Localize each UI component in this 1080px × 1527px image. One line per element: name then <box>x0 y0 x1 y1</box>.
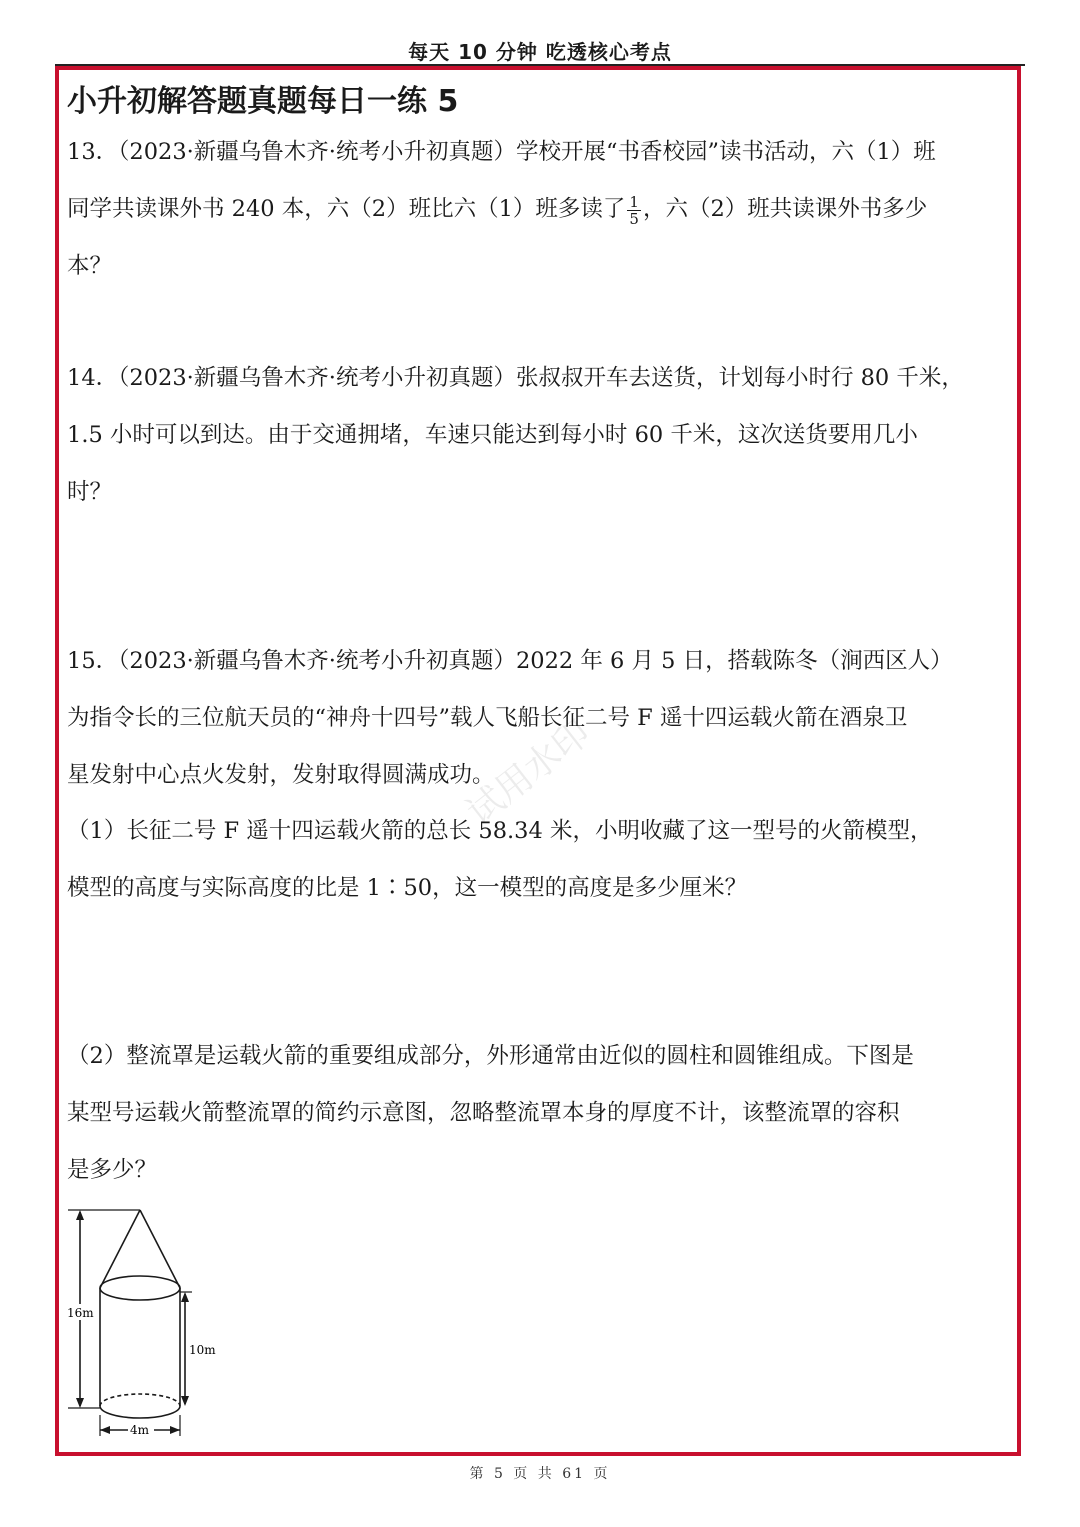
diameter-label: 4m <box>130 1423 150 1437</box>
q15-part1-line-2: 模型的高度与实际高度的比是 1∶50，这一模型的高度是多少厘米？ <box>67 875 748 901</box>
arrow-up-cylinder <box>181 1292 189 1302</box>
arrow-right-diameter <box>170 1426 180 1434</box>
q15-line-3: 星发射中心点火发射，发射取得圆满成功。 <box>67 762 495 788</box>
cylinder-bottom-back <box>100 1394 180 1406</box>
arrow-up-total <box>76 1210 84 1220</box>
arrow-down-cylinder <box>181 1396 189 1406</box>
total-height-label: 16m <box>67 1306 94 1320</box>
arrow-down-total <box>76 1398 84 1408</box>
cylinder-bottom-front <box>100 1406 180 1418</box>
q15-part2-line-3: 是多少？ <box>67 1157 158 1183</box>
q13-line-2-text-b: ，六（2）班共读课外书多少 <box>642 196 928 222</box>
q13-line-3: 本？ <box>67 253 113 279</box>
question-15-part-1 <box>67 803 1017 917</box>
q14-line-2: 1.5 小时可以到达。由于交通拥堵，车速只能达到每小时 60 千米，这次送货要用几小 <box>67 422 918 448</box>
q13-line-2 <box>67 181 1017 238</box>
q14-line-3: 时？ <box>67 479 113 505</box>
fraction-one-fifth <box>627 194 641 227</box>
watermark: 试用水印 <box>459 712 599 834</box>
page-title: 小升初解答题真题每日一练 5 <box>67 84 459 119</box>
q15-part2-line-2: 某型号运载火箭整流罩的简约示意图，忽略整流罩本身的厚度不计，该整流罩的容积 <box>67 1100 900 1126</box>
question-15-part-2 <box>67 1028 1017 1199</box>
q15-part2-line-1: （2）整流罩是运载火箭的重要组成部分，外形通常由近似的圆柱和圆锥组成。下图是 <box>67 1043 914 1069</box>
fairing-diagram <box>60 1200 230 1440</box>
page-header: 每天 10 分钟 吃透核心考点 <box>408 40 672 64</box>
q15-line-2: 为指令长的三位航天员的“神舟十四号”载人飞船长征二号 F 遥十四运载火箭在酒泉卫 <box>67 705 908 731</box>
q15-line-1: 15．（2023·新疆乌鲁木齐·统考小升初真题）2022 年 6 月 5 日，搭载陈冬（涧西区人） <box>67 648 953 674</box>
page-footer: 第 5 页 共 61 页 <box>469 1466 611 1482</box>
q15-part1-line-1: （1）长征二号 F 遥十四运载火箭的总长 58.34 米，小明收藏了这一型号的火箭模型， <box>67 818 933 844</box>
q13-line-1: 13．（2023·新疆乌鲁木齐·统考小升初真题）学校开展“书香校园”读书活动，六（1）班 <box>67 139 936 165</box>
arrow-left-diameter <box>100 1426 110 1434</box>
question-14 <box>67 350 1017 521</box>
q13-line-2-text-a: 同学共读课外书 240 本，六（2）班比六（1）班多读了 <box>67 196 626 222</box>
q14-line-1: 14．（2023·新疆乌鲁木齐·统考小升初真题）张叔叔开车去送货，计划每小时行 80 千米， <box>67 365 964 391</box>
cylinder-top-ellipse <box>100 1276 180 1300</box>
fraction-numerator: 1 <box>629 192 639 211</box>
question-13 <box>67 124 1017 295</box>
cylinder-height-label: 10m <box>189 1343 216 1357</box>
fraction-denominator: 5 <box>629 209 639 228</box>
